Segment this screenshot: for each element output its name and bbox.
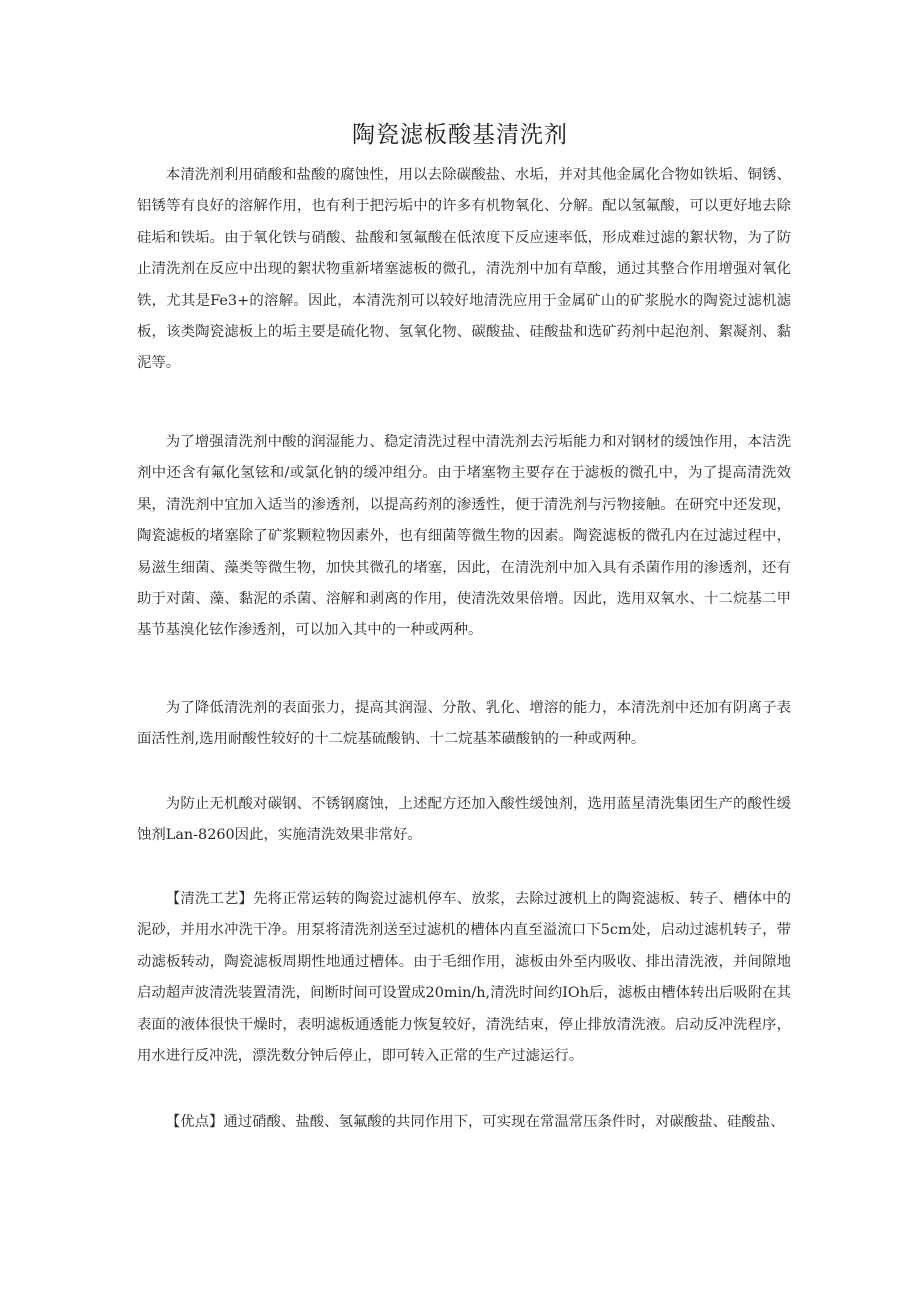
paragraph-surfactant: 为了降低清洗剂的表面张力，提高其润湿、分散、乳化、增溶的能力，本清洗剂中还加有阴离子表面活性剂,选用耐酸性较好的十二烷基硫酸钠、十二烷基苯磺酸钠的一种或两种。	[137, 700, 791, 748]
paragraph-penetrant: 为了增强清洗剂中酸的润湿能力、稳定清洗过程中清洗剂去污垢能力和对钢材的缓蚀作用，本洁洗剂中还含有氟化氢铉和/或氯化钠的缓冲组分。由于堵塞物主要存在于滤板的微孔中，为了提高清洗效果，清洗剂中宜加入适当的渗透剂，以提高药剂的渗透性，便于清洗剂与污物接触。在研究中还发现，陶瓷滤板的堵塞除了矿浆颗粒物因素外，也有细菌等微生物的因素。陶瓷滤板的微孔内在过滤过程中，易滋生细菌、藻类等微生物，加快其微孔的堵塞，因此，在清洗剂中加入具有杀菌作用的渗透剂，还有助于对菌、藻、黏泥的杀菌、溶解和剥离的作用，使清洗效果倍增。因此，选用双氧水、十二烷基二甲基节基溴化铉作渗透剂，可以加入其中的一种或两种。	[137, 434, 791, 639]
paragraph-inhibitor: 为防止无机酸对碳钢、不锈钢腐蚀，上述配方还加入酸性缓蚀剂，选用蓝星清洗集团生产的酸性缓蚀剂Lan-8260因此，实施清洗效果非常好。	[137, 796, 791, 844]
paragraph-intro: 本清洗剂利用硝酸和盐酸的腐蚀性，用以去除碳酸盐、水垢，并对其他金属化合物如铁垢、铜锈、铝锈等有良好的溶解作用，也有利于把污垢中的许多有机物氧化、分解。配以氢氟酸，可以更好地去除硅垢和铁垢。由于氧化铁与硝酸、盐酸和氢氟酸在低浓度下反应速率低，形成难过滤的絮状物，为了防止清洗剂在反应中出现的絮状物重新堵塞滤板的微孔，清洗剂中加有草酸，通过其整合作用增强对氧化铁，尤其是Fe3+的溶解。因此，本清洗剂可以较好地清洗应用于金属矿山的矿浆脱水的陶瓷过滤机滤板，该类陶瓷滤板上的垢主要是硫化物、氢氧化物、碳酸盐、硅酸盐和选矿药剂中起泡剂、絮凝剂、黏泥等。	[137, 167, 791, 372]
document-title: 陶瓷滤板酸基清洗剂	[352, 122, 568, 148]
paragraph-cleaning-process: 【清洗工艺】先将正常运转的陶瓷过滤机停车、放浆，去除过渡机上的陶瓷滤板、转子、槽体中的泥砂，并用水冲洗干净。用泵将清洗剂送至过滤机的槽体内直至溢流口下5cm处，启动过滤机转子，带动滤板转动，陶瓷滤板周期性地通过槽体。由于毛细作用，滤板由外至内吸收、排出清洗液，并间隙地启动超声波清洗装置清洗，间断时间可设置成20min∕h,清洗时间约IOh后，滤板由槽体转出后吸附在其表面的液体很快干燥时，表明滤板通透能力恢复较好，清洗结束，停止排放清洗液。启动反冲洗程序，用水进行反冲洗，漂洗数分钟后停止，即可转入正常的生产过滤运行。	[137, 891, 791, 1065]
paragraph-advantages: 【优点】通过硝酸、盐酸、氢氟酸的共同作用下，可实现在常温常压条件时，对碳酸盐、硅酸盐、	[165, 1114, 785, 1130]
